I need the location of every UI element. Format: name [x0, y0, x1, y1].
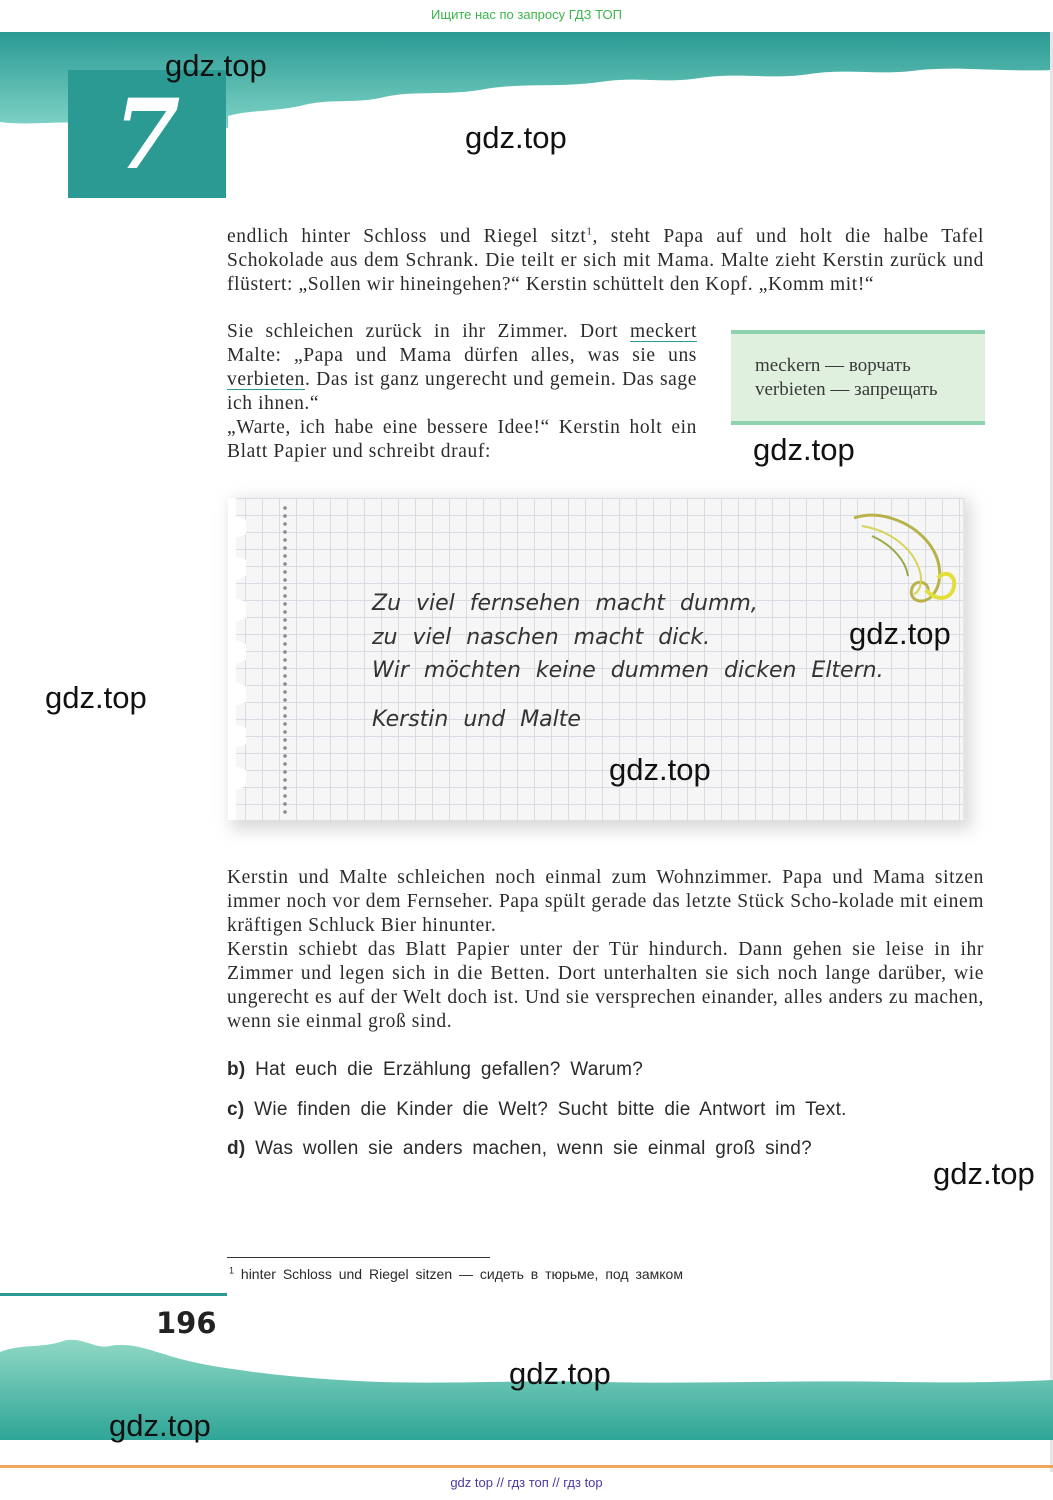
- perforation: [282, 504, 288, 814]
- watermark: gdz.top: [45, 680, 147, 715]
- footnote-marker: 1: [229, 1265, 235, 1276]
- paragraph-line: [227, 320, 697, 416]
- watermark: gdz.top: [165, 48, 267, 83]
- task-text: Was wollen sie anders machen, wenn sie einmal groß sind?: [255, 1138, 813, 1159]
- vocab-entry: meckern — ворчать: [755, 355, 911, 376]
- torn-edge: [228, 498, 248, 820]
- story-paragraph-2: [227, 320, 697, 464]
- text-span: Malte: „Papa und Mama dürfen alles, was sie uns: [227, 345, 697, 366]
- task-text: Hat euch die Erzählung gefallen? Warum?: [255, 1059, 644, 1080]
- watermark: gdz.top: [509, 1356, 611, 1391]
- note-signature: Kerstin und Malte: [372, 707, 581, 732]
- page-number-rule: [0, 1293, 227, 1296]
- watermark: gdz.top: [933, 1156, 1035, 1191]
- footnote-ref: 1: [586, 225, 593, 238]
- watermark: gdz.top: [849, 616, 951, 651]
- watermark: gdz.top: [109, 1408, 211, 1443]
- vocab-entry: verbieten — запрещать: [755, 379, 938, 400]
- bottom-links[interactable]: gdz top // гдз топ // гдз top: [450, 1475, 603, 1490]
- story-paragraph-3: [227, 866, 984, 1034]
- chapter-badge: [68, 70, 226, 198]
- flourish-icon: [848, 506, 958, 606]
- story-paragraph-1: [227, 225, 984, 297]
- page-number: 196: [156, 1306, 217, 1340]
- text-span: Sie schleichen zurück in ihr Zimmer. Dort: [227, 321, 630, 342]
- vocab-word-verbieten: verbieten: [227, 369, 305, 390]
- footnote: [229, 1266, 683, 1282]
- task-c: [227, 1099, 847, 1121]
- watermark: gdz.top: [465, 120, 567, 155]
- text-span: endlich hinter Schloss und Riegel sitzt: [227, 226, 587, 247]
- text-span: . Das ist ganz ungerecht und gemein. Das sage ich ihnen.“: [227, 369, 697, 414]
- task-label: b): [227, 1059, 246, 1080]
- top-search-hint: Ищите нас по запросу ГДЗ ТОП: [431, 7, 622, 22]
- paragraph-line: Kerstin und Malte schleichen noch einmal zum Wohnzimmer. Papa und Mama sitzen immer noch vor dem Fernseher. Papa spült gerade das letzte Stück Scho-kolade mit einem kräftigen Schluck Bier hinunter.: [227, 867, 984, 936]
- text-span: , steht Papa auf und holt die halbe Tafel Schokolade aus dem Schrank. Die teilt er sich mit Mama. Malte zieht Kerstin zurück und flüstert: „Sollen wir hineingehen?“ Kerstin schüttelt den Kopf. „Komm mit!“: [227, 226, 984, 295]
- chapter-number: 7: [113, 78, 181, 191]
- note-line: Wir möchten keine dummen dicken Eltern.: [372, 658, 884, 683]
- note-paper: [228, 498, 965, 820]
- vocab-word-meckert: meckert: [630, 321, 697, 342]
- footnote-text: hinter Schloss und Riegel sitzen — сидеть в тюрьме, под замком: [240, 1266, 683, 1282]
- watermark: gdz.top: [753, 432, 855, 467]
- watermark: gdz.top: [609, 752, 711, 787]
- paragraph-line: Kerstin schiebt das Blatt Papier unter der Tür hindurch. Dann gehen sie leise in ihr Zimmer und legen sich in die Betten. Dort unterhalten sie sich noch lange darüber, wie ungerecht es auf der Welt doch ist. Und sie versprechen einander, alles anders zu machen, wenn sie einmal groß sind.: [227, 939, 984, 1032]
- task-b: [227, 1059, 643, 1081]
- note-line: zu viel naschen macht dick.: [372, 625, 711, 650]
- task-label: c): [227, 1099, 245, 1120]
- task-d: [227, 1138, 812, 1160]
- note-line: Zu viel fernsehen macht dumm,: [372, 591, 758, 616]
- paragraph-line: „Warte, ich habe eine bessere Idee!“ Kerstin holt ein Blatt Papier und schreibt drauf:: [227, 417, 697, 462]
- footer-divider: [0, 1465, 1053, 1468]
- task-text: Wie finden die Kinder die Welt? Sucht bitte die Antwort im Text.: [254, 1099, 847, 1120]
- footnote-rule: [227, 1257, 490, 1258]
- vocabulary-box: [731, 330, 985, 425]
- task-label: d): [227, 1138, 246, 1159]
